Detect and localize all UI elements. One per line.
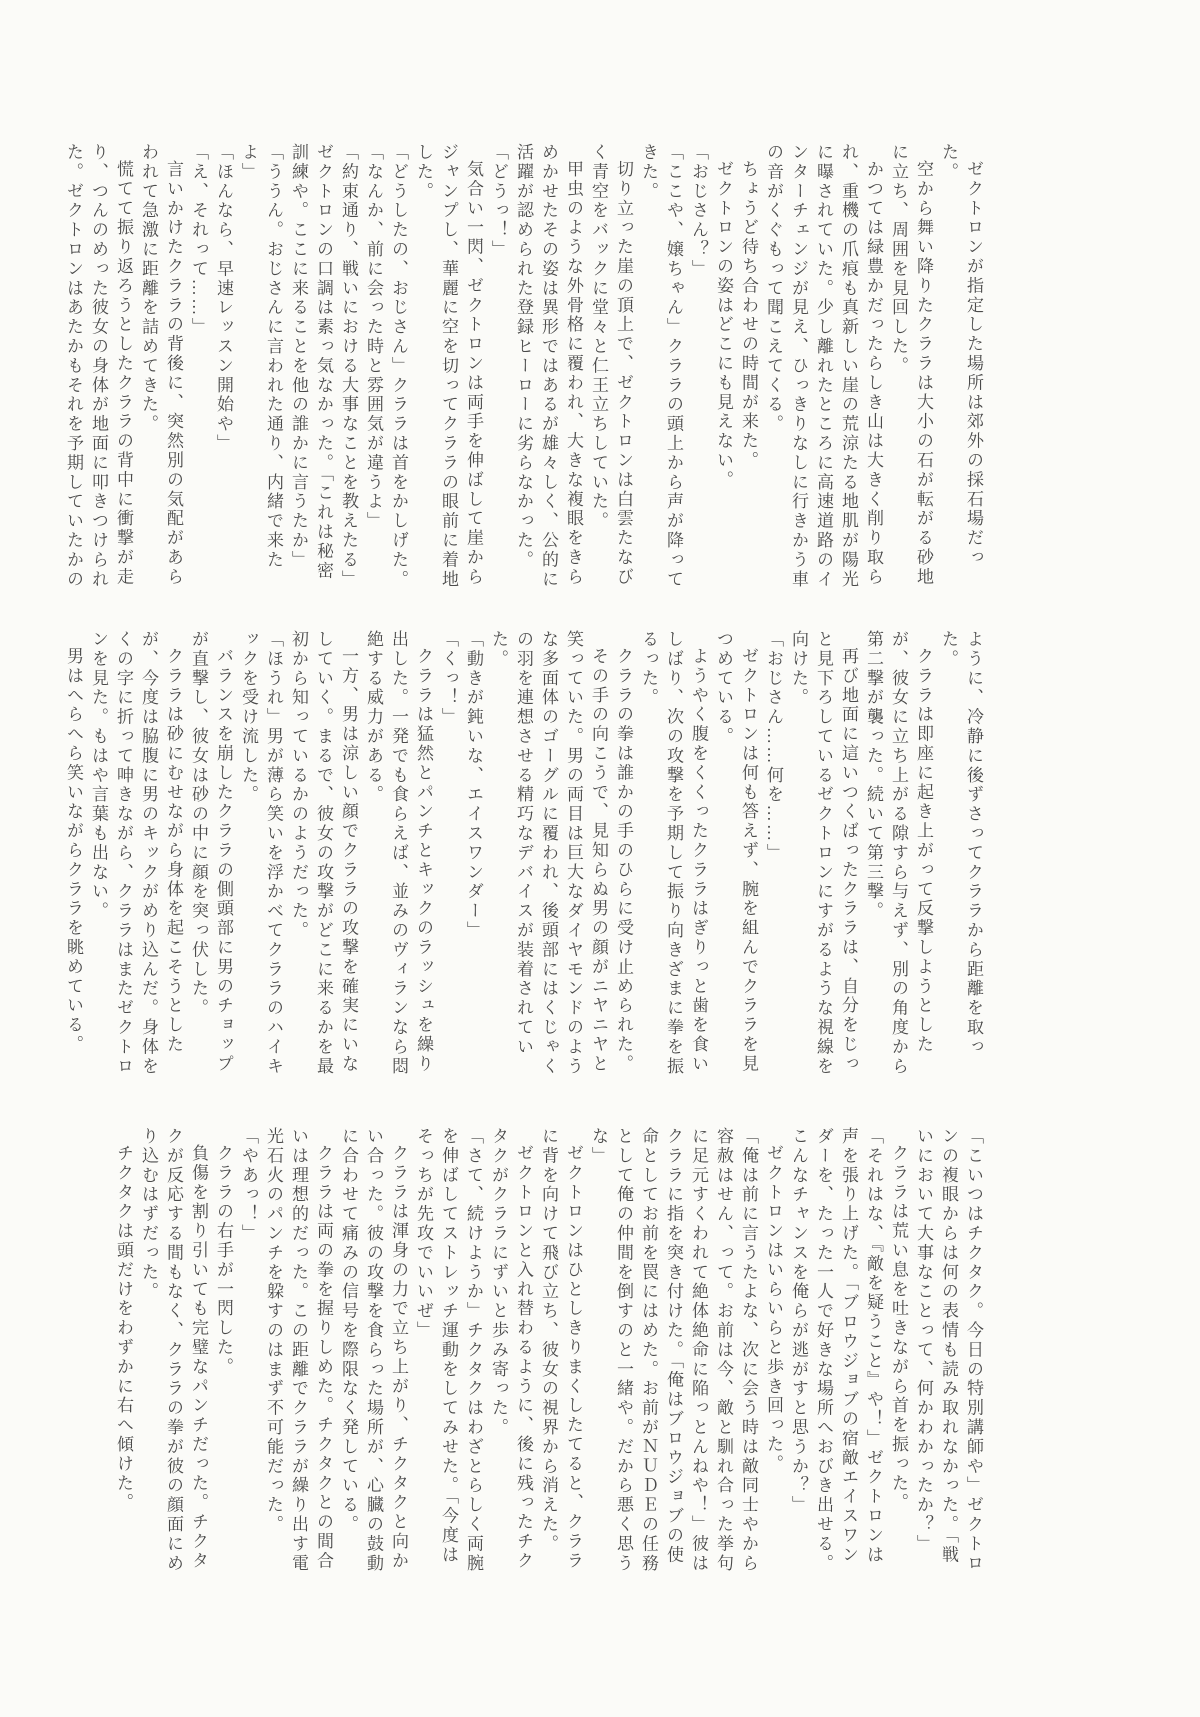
- paragraph: ゼクトロンはいらいらと歩き回った。: [764, 1144, 783, 1474]
- paragraph: その手の向こうで、見知らぬ男の顔がニヤニヤと笑っていた。男の両目は巨大なダイヤモンドのような多面体のゴーグルに覆われ、後頭部にはくじゃくの羽を連想させる精巧なデバイスが装着されていた。: [489, 630, 608, 1077]
- paragraph: かつては緑豊かだったらしき山は大きく削り取られ、重機の爪痕も真新しい崖の荒涼たる地肌が陽光に曝されていた。少し離れたところに高速道路のインターチェンジが見え、ひっきりなしに行きかう車の音がくぐもって聞こえてくる。: [764, 143, 883, 590]
- paragraph: バランスを崩したクララの側頭部に男のチョップが直撃し、彼女は砂の中に顔を突っ伏した。: [189, 630, 233, 1074]
- paragraph: 「こいつはチクタク。今日の特別講師や」ゼクトロンの複眼からは何の表情も読み取れなかった。「戦いにおいて大事なことって、何かわかったか？」: [914, 1127, 983, 1574]
- paragraph: クララは砂にむせながら身体を起こそうとしたが、今度は脇腹に男のキックがめり込んだ。身体をくの字に折って呻きながら、クララはまたゼクトロンを見た。もはや言葉も出ない。: [89, 630, 183, 1077]
- paragraph: 空から舞い降りたクララは大小の石が転がる砂地に立ち、周囲を見回した。: [889, 143, 933, 587]
- paragraph: 「くっ！」: [439, 630, 458, 727]
- paragraph: ゼクトロンは何も答えず、腕を組んでクララを見つめている。: [714, 630, 758, 1074]
- paragraph: ように、冷静に後ずさってクララから距離を取った。: [939, 630, 983, 1057]
- paragraph: 「動きが鈍いな、エイスワンダー」: [464, 630, 483, 941]
- paragraph: 「それはな、『敵を疑うこと』や！」ゼクトロンは声を張り上げた。「ブロウジョブの宿敵エイスワンダーを、たった一人で好きな場所へおびき出せる。こんなチャンスを俺らが逃がすと思うか？」: [789, 1127, 883, 1574]
- paragraph: 「おじさん？」: [689, 143, 708, 279]
- paragraph: 「なんか、前に会った時と雰囲気が違うよ」: [364, 143, 383, 531]
- paragraph: チクタクは頭だけをわずかに右へ傾けた。: [114, 1144, 133, 1513]
- paragraph: クララは猛然とパンチとキックのラッシュを繰り出した。一発でも食らえば、並みのヴィランなら悶絶する威力がある。: [364, 630, 433, 1077]
- paragraph: 「ううん。おじさんに言われた通り、内緒で来たよ」: [239, 143, 283, 570]
- paragraph: 「さて、続けようか」チクタクはわざとらしく両腕を伸ばしてストレッチ運動をしてみせた。「今度はそっちが先攻でいいぜ」: [414, 1127, 483, 1574]
- paragraph: 「ほうれ」男が薄ら笑いを浮かべてクララのハイキックを受け流した。: [239, 630, 283, 1077]
- paragraph: ゼクトロンが指定した場所は郊外の採石場だった。: [939, 143, 983, 568]
- text-band-top: [61, 143, 986, 595]
- paragraph: 負傷を割り引いても完璧なパンチだった。チクタクが反応する間もなく、クララの拳が彼の顔面にめり込むはずだった。: [139, 1127, 208, 1574]
- paragraph: クララは渾身の力で立ち上がり、チクタクと向かい合った。彼の攻撃を食らった場所が、心臓の鼓動に合わせて痛みの信号を際限なく発している。: [339, 1127, 408, 1574]
- paragraph: 「ほんなら、早速レッスン開始や」: [214, 143, 233, 454]
- paragraph: 「え、それって……」: [189, 143, 208, 337]
- paragraph: 切り立った崖の頂上で、ゼクトロンは白雲たなびく青空をバックに堂々と仁王立ちしていた。: [589, 143, 633, 587]
- paragraph: 「おじさん……何を……」: [764, 630, 783, 863]
- paragraph: クララの右手が一閃した。: [214, 1144, 233, 1377]
- paragraph: 「約束通り、戦いにおける大事なことを教えたる」ゼクトロンの口調は素っ気なかった。「これは秘密訓練や。ここに来ることを他の誰かに言うたか」: [289, 143, 358, 590]
- paragraph: 「やあっ！」: [239, 1127, 258, 1244]
- text-band-middle: [61, 630, 986, 1082]
- paragraph: ゼクトロンはひとしきりまくしたてると、クララに背を向けて飛び立ち、彼女の視界から消えた。: [539, 1127, 583, 1571]
- paragraph: 男はへらへら笑いながらクララを眺めている。: [64, 647, 83, 1055]
- paragraph: 一方、男は涼しい顔でクララの攻撃を確実にいなしていく。まるで、彼女の攻撃がどこに来るかを最初から知っているかのようだった。: [289, 630, 358, 1077]
- paragraph: クララは荒い息を吐きながら首を振った。: [889, 1144, 908, 1513]
- paragraph: 「どうしたの、おじさん」クララは首をかしげた。: [389, 143, 408, 590]
- paragraph: 再び地面に這いつくばったクララは、自分をじっと見下ろしているゼクトロンにすがるような視線を向けた。: [789, 630, 858, 1077]
- paragraph: クララは即座に起き上がって反撃しようとしたが、彼女に立ち上がる隙すら与えず、別の角度から第二撃が襲った。続いて第三撃。: [864, 630, 933, 1077]
- paragraph: ゼクトロンと入れ替わるように、後に残ったチクタクがクララにずいと歩み寄った。: [489, 1127, 533, 1571]
- paragraph: 「俺は前に言うたよな、次に会う時は敵同士やから容赦はせん、って。お前は今、敵と馴れ合った挙句に足元すくわれて絶体絶命に陥っとんねや！」彼はクララに指を突き付けた。「俺はブロウジョブの使命としてお前を罠にはめた。お前がＮＵＤＥの任務として俺の仲間を倒すのと一緒や。だから悪く思うな」: [589, 1127, 758, 1574]
- paragraph: クララは両の拳を握りしめた。チクタクとの間合いは理想的だった。この距離でクララが繰り出す電光石火のパンチを躱すのはまず不可能だった。: [264, 1127, 333, 1574]
- paragraph: ゼクトロンの姿はどこにも見えない。: [714, 160, 733, 490]
- paragraph: ちょうど待ち合わせの時間が来た。: [739, 160, 758, 471]
- paragraph: 「どうっ！」: [489, 143, 508, 260]
- paragraph: 甲虫のような外骨格に覆われ、大きな複眼をきらめかせたその姿は異形ではあるが雄々しく、公的に活躍が認められた登録ヒーローに劣らなかった。: [514, 143, 583, 590]
- paragraph: クララの拳は誰かの手のひらに受け止められた。: [614, 647, 633, 1074]
- paragraph: 慌てて振り返ろうとしたクララの背中に衝撃が走り、つんのめった彼女の身体が地面に叩きつけられた。ゼクトロンはあたかもそれを予期していたかの: [64, 143, 133, 590]
- paragraph: 「ここや、嬢ちゃん」クララの頭上から声が降ってきた。: [639, 143, 683, 590]
- paragraph: ようやく腹をくくったクララはぎりっと歯を食いしばり、次の攻撃を予期して振り向きざまに拳を振るった。: [639, 630, 708, 1077]
- paragraph: 気合い一閃、ゼクトロンは両手を伸ばして崖からジャンプし、華麗に空を切ってクララの眼前に着地した。: [414, 143, 483, 590]
- paragraph: 言いかけたクララの背後に、突然別の気配があらわれて急激に距離を詰めてきた。: [139, 143, 183, 587]
- text-band-bottom: [111, 1127, 986, 1579]
